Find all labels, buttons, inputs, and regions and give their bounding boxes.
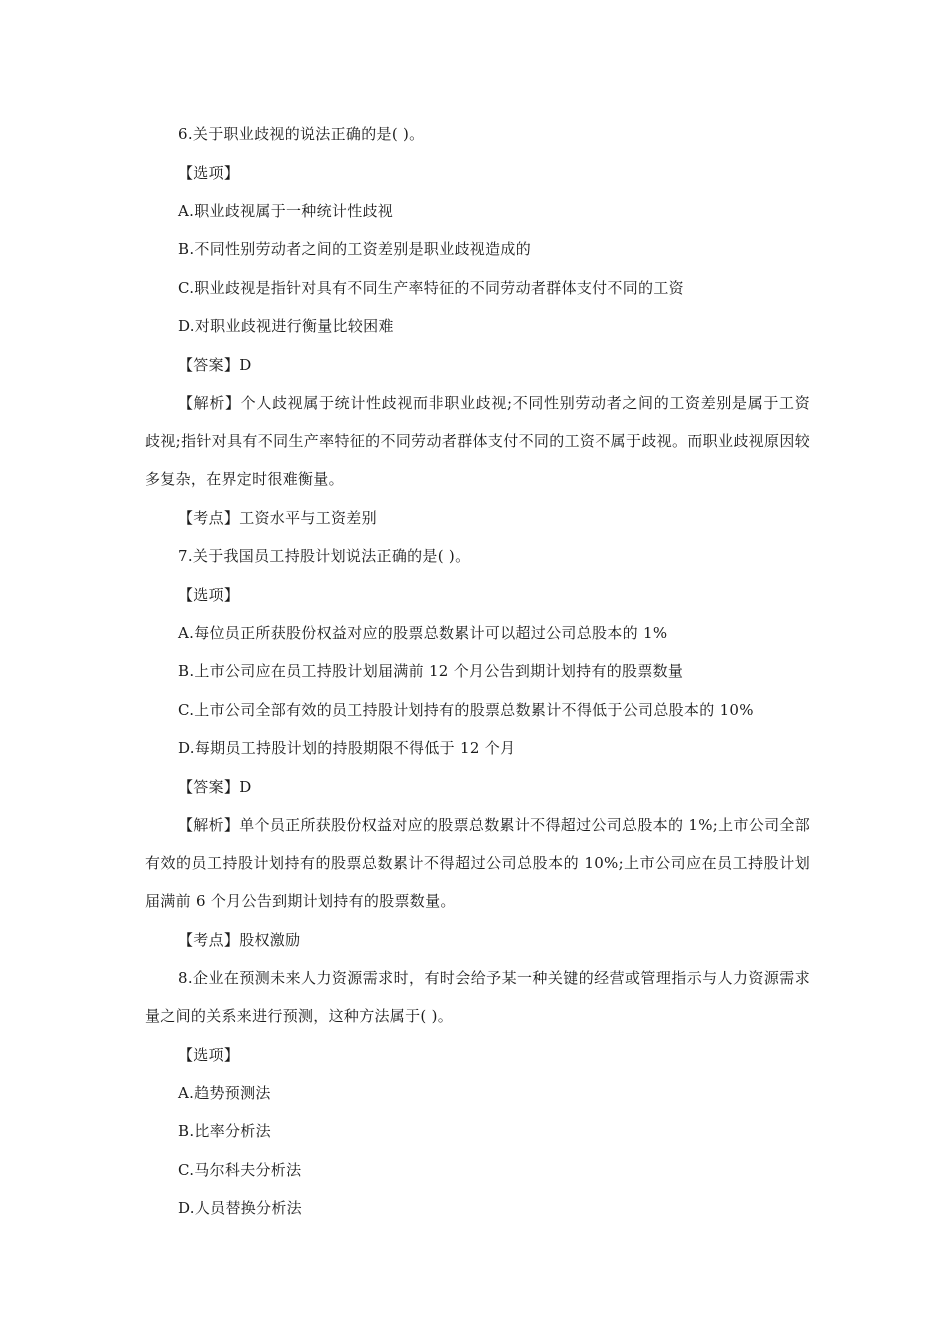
- question-7-stem: 7.关于我国员工持股计划说法正确的是( )。: [178, 547, 471, 565]
- question-7-option-c: C.上市公司全部有效的员工持股计划持有的股票总数累计不得低于公司总股本的 10%: [178, 701, 754, 719]
- question-8-option-d: D.人员替换分析法: [178, 1199, 302, 1217]
- question-7-option-b: B.上市公司应在员工持股计划届满前 12 个月公告到期计划持有的股票数量: [178, 662, 684, 680]
- question-7-option-a: A.每位员正所获股份权益对应的股票总数累计可以超过公司总股本的 1%: [178, 624, 668, 642]
- question-6-option-c: C.职业歧视是指针对具有不同生产率特征的不同劳动者群体支付不同的工资: [178, 279, 684, 297]
- question-7-point: 【考点】股权激励: [178, 931, 301, 949]
- question-7-options-label: 【选项】: [178, 586, 240, 604]
- question-7-option-d: D.每期员工持股计划的持股期限不得低于 12 个月: [178, 739, 516, 757]
- question-8-options-label: 【选项】: [178, 1046, 240, 1064]
- question-8-stem: 8.企业在预测未来人力资源需求时，有时会给予某一种关键的经营或管理指示与人力资源需求量之间的关系来进行预测，这种方法属于( )。: [145, 969, 810, 1025]
- question-7-analysis: 【解析】单个员正所获股份权益对应的股票总数累计不得超过公司总股本的 1%;上市公司全部有效的员工持股计划持有的股票总数累计不得超过公司总股本的 10%;上市公司应在员工持股计划届满前 6 个月公告到期计划持有的股票数量。: [145, 816, 810, 910]
- question-6-analysis: 【解析】个人歧视属于统计性歧视而非职业歧视;不同性别劳动者之间的工资差别是属于工资歧视;指针对具有不同生产率特征的不同劳动者群体支付不同的工资不属于歧视。而职业歧视原因较多复杂，在界定时很难衡量。: [145, 394, 810, 488]
- question-6-stem: 6.关于职业歧视的说法正确的是( )。: [178, 125, 425, 143]
- question-6-answer: 【答案】D: [178, 356, 252, 374]
- question-8-option-b: B.比率分析法: [178, 1122, 271, 1140]
- question-6-option-b: B.不同性别劳动者之间的工资差别是职业歧视造成的: [178, 240, 531, 258]
- question-6-option-d: D.对职业歧视进行衡量比较困难: [178, 317, 394, 335]
- question-6-option-a: A.职业歧视属于一种统计性歧视: [178, 202, 394, 220]
- question-6-options-label: 【选项】: [178, 164, 240, 182]
- question-6-point: 【考点】工资水平与工资差别: [178, 509, 377, 527]
- question-8-option-c: C.马尔科夫分析法: [178, 1161, 302, 1179]
- question-8-option-a: A.趋势预测法: [178, 1084, 271, 1102]
- question-7-answer: 【答案】D: [178, 778, 252, 796]
